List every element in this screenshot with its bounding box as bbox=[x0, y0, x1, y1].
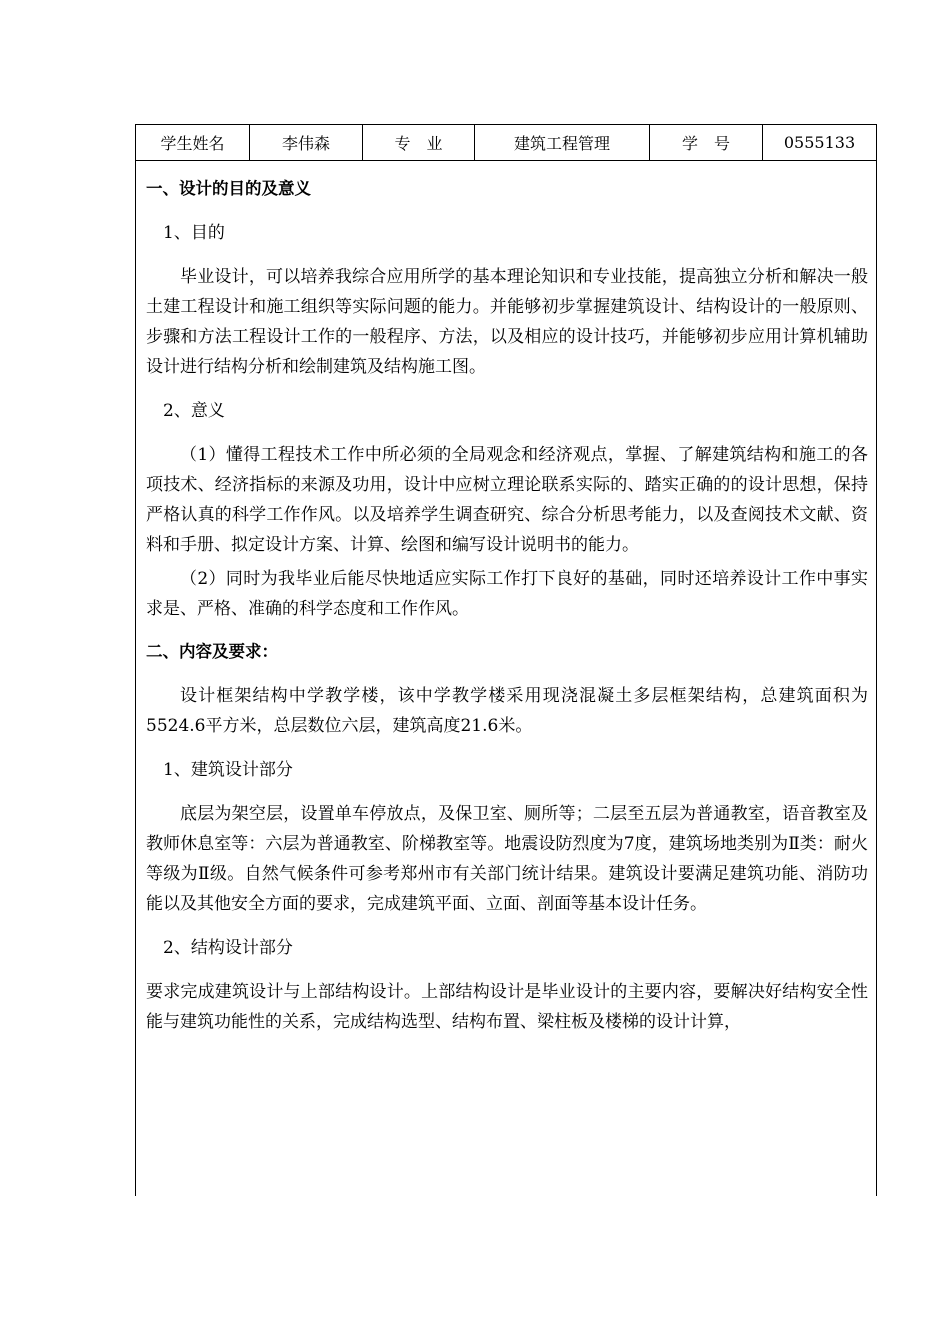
major-label: 专 业 bbox=[363, 125, 475, 160]
major-value: 建筑工程管理 bbox=[475, 125, 650, 160]
section-heading-content: 二、内容及要求： bbox=[146, 642, 278, 661]
subheading-goal: 1、目的 bbox=[163, 223, 225, 243]
name-label: 学生姓名 bbox=[136, 125, 250, 160]
subheading-structure: 2、结构设计部分 bbox=[163, 938, 293, 958]
document-body bbox=[136, 174, 876, 1037]
section-heading-purpose: 一、设计的目的及意义 bbox=[146, 179, 311, 198]
subheading-architecture: 1、建筑设计部分 bbox=[163, 760, 293, 780]
paragraph-significance-2: （2）同时为我毕业后能尽快地适应实际工作打下良好的基础，同时还培养设计工作中事实求是、严格、准确的科学态度和工作作风。 bbox=[146, 569, 868, 619]
subheading-significance: 2、意义 bbox=[163, 401, 225, 421]
paragraph-goal: 毕业设计，可以培养我综合应用所学的基本理论知识和专业技能，提高独立分析和解决一般土建工程设计和施工组织等实际问题的能力。并能够初步掌握建筑设计、结构设计的一般原则、步骤和方法工程设计工作的一般程序、方法，以及相应的设计技巧，并能够初步应用计算机辅助设计进行结构分析和绘制建筑及结构施工图。 bbox=[146, 267, 868, 377]
paragraph-structure: 要求完成建筑设计与上部结构设计。上部结构设计是毕业设计的主要内容，要解决好结构安全性能与建筑功能性的关系，完成结构选型、结构布置、梁柱板及楼梯的设计计算， bbox=[146, 982, 868, 1032]
student-info-row bbox=[136, 125, 876, 161]
paragraph-architecture: 底层为架空层，设置单车停放点，及保卫室、厕所等；二层至五层为普通教室，语音教室及教师休息室等：六层为普通教室、阶梯教室等。地震设防烈度为7度，建筑场地类别为Ⅱ类：耐火等级为Ⅱ级。自然气候条件可参考郑州市有关部门统计结果。建筑设计要满足建筑功能、消防功能以及其他安全方面的要求，完成建筑平面、立面、剖面等基本设计任务。 bbox=[146, 804, 868, 914]
form-sheet bbox=[135, 124, 877, 1196]
id-label: 学 号 bbox=[650, 125, 763, 160]
name-value: 李伟森 bbox=[250, 125, 363, 160]
paragraph-content-intro: 设计框架结构中学教学楼，该中学教学楼采用现浇混凝土多层框架结构，总建筑面积为5524.6平方米，总层数位六层，建筑高度21.6米。 bbox=[146, 686, 868, 736]
id-value: 0555133 bbox=[783, 133, 856, 152]
paragraph-significance-1: （1）懂得工程技术工作中所必须的全局观念和经济观点，掌握、了解建筑结构和施工的各项技术、经济指标的来源及功用，设计中应树立理论联系实际的、踏实正确的的设计思想，保持严格认真的科学工作作风。以及培养学生调查研究、综合分析思考能力，以及查阅技术文献、资料和手册、拟定设计方案、计算、绘图和编写设计说明书的能力。 bbox=[146, 445, 868, 555]
